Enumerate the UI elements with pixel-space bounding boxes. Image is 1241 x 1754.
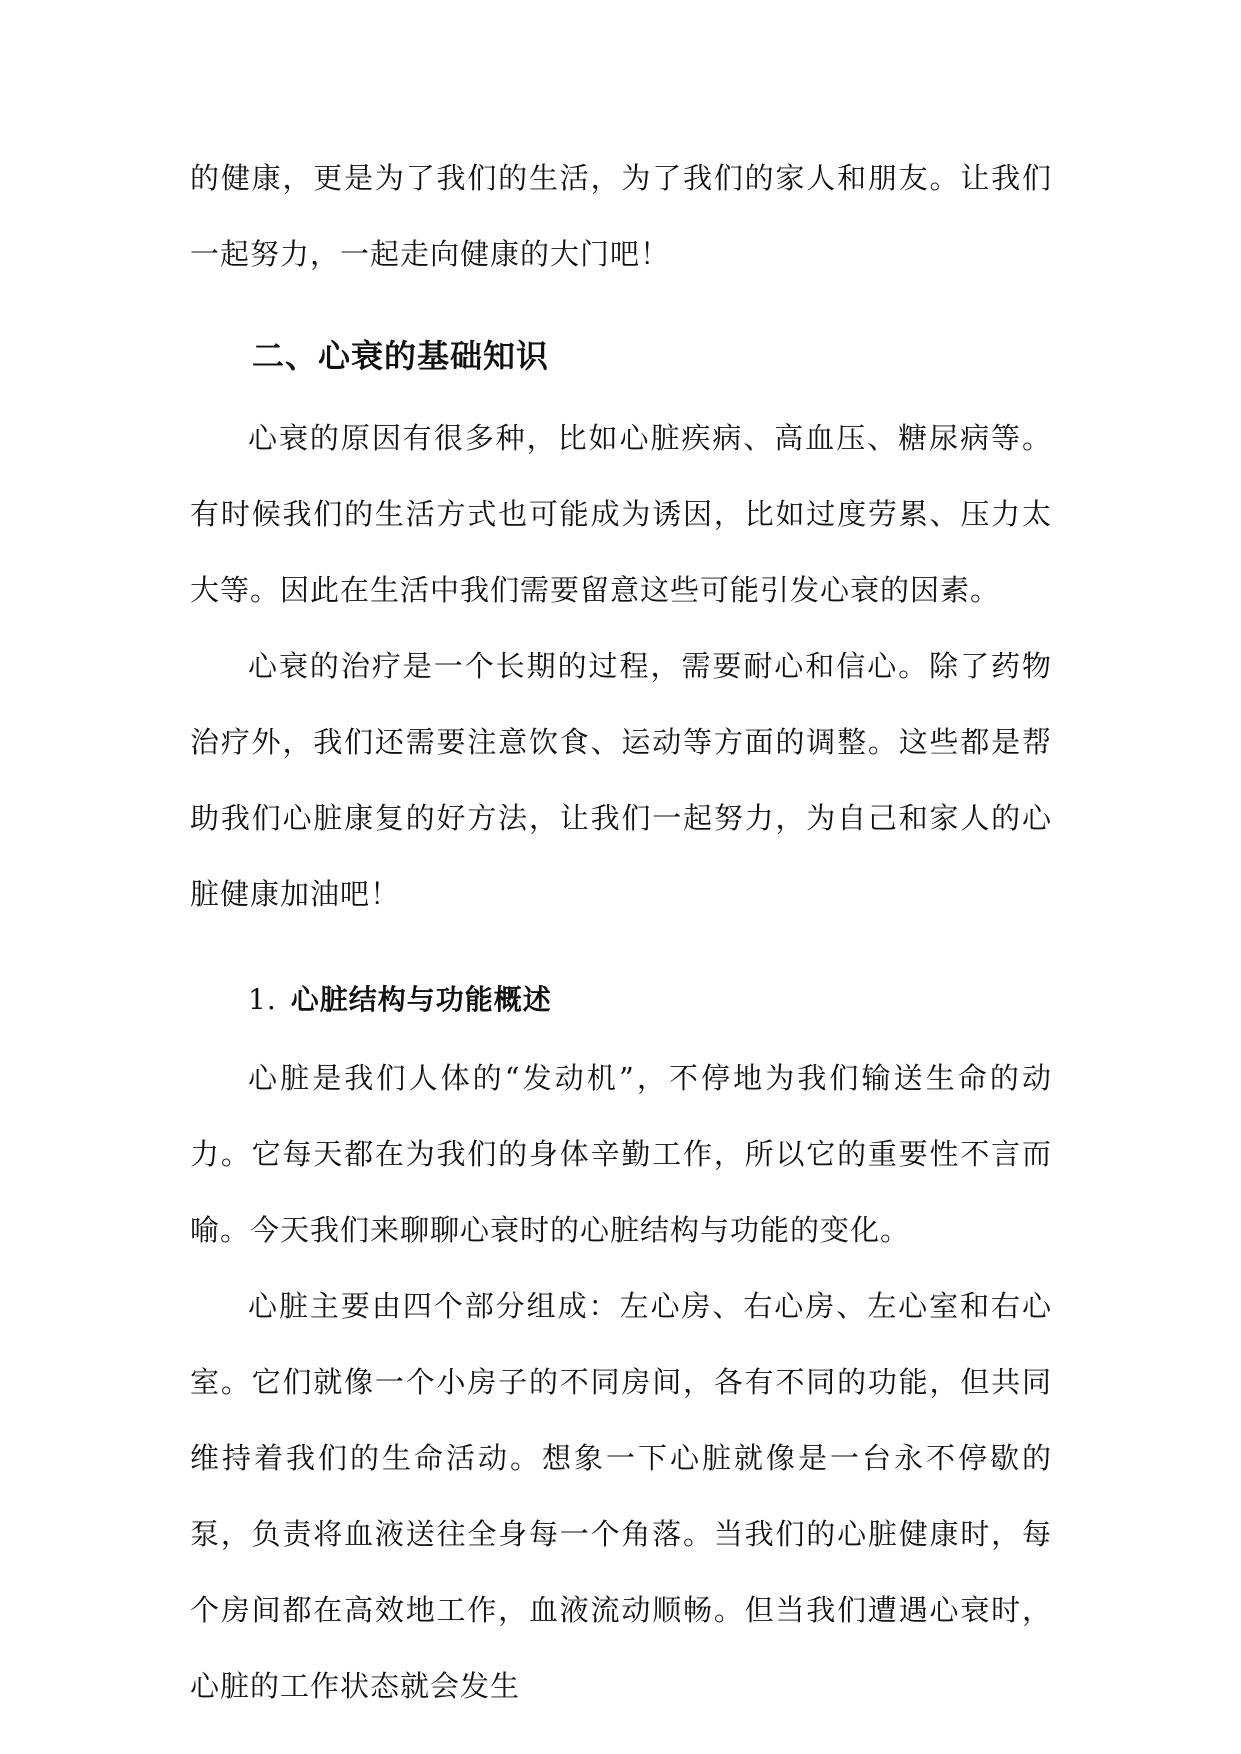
subsection1-paragraph-1: 心脏是我们人体的“发动机”，不停地为我们输送生命的动力。它每天都在为我们的身体辛勤工作，所以它的重要性不言而喻。今天我们来聊聊心衰时的心脏结构与功能的变化。 — [190, 1061, 1052, 1247]
subsection-number: 1. — [248, 983, 277, 1016]
subsection-heading-1 — [190, 962, 1052, 1038]
section2-paragraph-1: 心衰的原因有很多种，比如心脏疾病、高血压、糖尿病等。有时候我们的生活方式也可能成为诱因，比如过度劳累、压力太大等。因此在生活中我们需要留意这些可能引发心衰的因素。 — [190, 421, 1052, 607]
subsection1-paragraph-2: 心脏主要由四个部分组成：左心房、右心房、左心室和右心室。它们就像一个小房子的不同房间，各有不同的功能，但共同维持着我们的生命活动。想象一下心脏就像是一台永不停歇的泵，负责将血液送往全身每一个角落。当我们的心脏健康时，每个房间都在高效地工作，血液流动顺畅。但当我们遭遇心衰时，心脏的工作状态就会发生 — [190, 1289, 1052, 1703]
document-body — [190, 140, 1052, 1724]
section-heading-2: 二、心衰的基础知识 — [252, 337, 550, 375]
subsection-title: 心脏结构与功能概述 — [290, 983, 552, 1016]
intro-paragraph: 的健康，更是为了我们的生活，为了我们的家人和朋友。让我们一起努力，一起走向健康的大门吧！ — [190, 161, 1052, 271]
section2-paragraph-2: 心衰的治疗是一个长期的过程，需要耐心和信心。除了药物治疗外，我们还需要注意饮食、运动等方面的调整。这些都是帮助我们心脏康复的好方法，让我们一起努力，为自己和家人的心脏健康加油吧！ — [190, 649, 1052, 911]
